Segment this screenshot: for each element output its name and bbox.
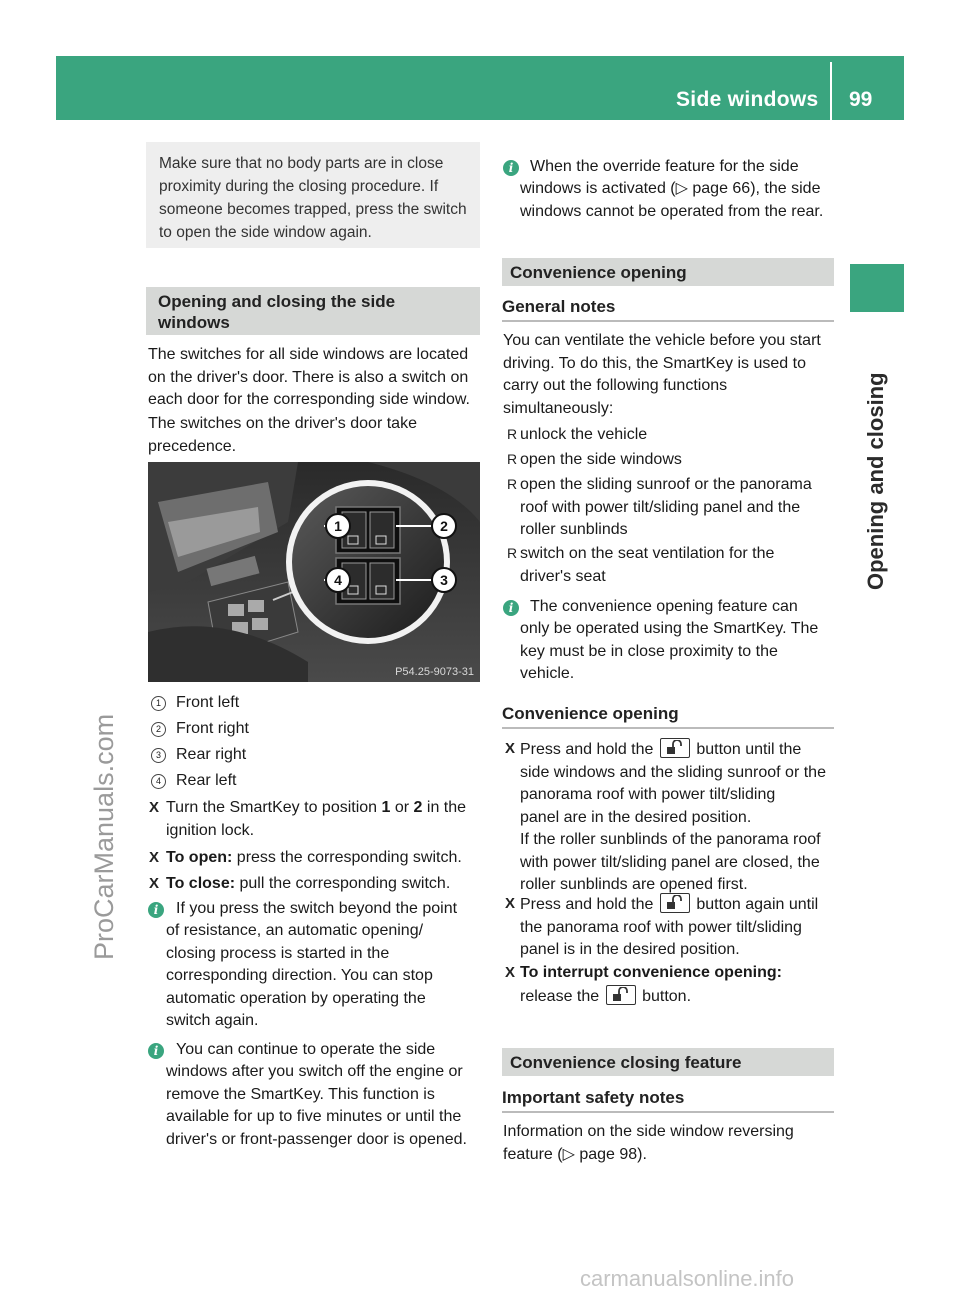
general-notes-paragraph: [503, 330, 821, 420]
text-line: [520, 985, 782, 1009]
text-line: roof with power tilt/sliding panel and the: [520, 498, 801, 516]
legend-front-left: Front left: [176, 694, 240, 711]
text-line: If you press the switch beyond the point: [176, 900, 458, 917]
text-line: switch on the seat ventilation for the: [520, 545, 775, 562]
page-title: Side windows: [676, 88, 819, 111]
info-smartkey-cont: [520, 618, 818, 686]
watermark: ProCarManuals.com: [89, 713, 119, 960]
info-icon: i: [148, 1043, 164, 1059]
callout-4: 4: [334, 572, 342, 588]
text-line: panorama roof with power tilt/sliding: [520, 786, 776, 803]
text-line: windows after you switch off the engine or: [166, 1063, 463, 1080]
safety-notes-paragraph: [503, 1121, 794, 1166]
text-part: Turn the SmartKey to position: [166, 799, 382, 816]
text-line: the panorama roof with power tilt/sliding: [520, 918, 802, 936]
text-line: ignition lock.: [166, 821, 255, 839]
text-line: [520, 738, 826, 762]
text-line: panel is in the desired position.: [520, 941, 740, 958]
text-part: pull the corresponding switch.: [235, 875, 451, 892]
bullet-marker: R: [507, 451, 518, 467]
text-line: simultaneously:: [503, 399, 614, 417]
text-part: 1: [381, 799, 391, 816]
bullet-marker: R: [507, 476, 518, 492]
text-line: driver's seat: [520, 567, 606, 585]
unlock-icon: [660, 893, 690, 913]
text-line: only be operated using the SmartKey. The: [520, 620, 819, 637]
text-line: The switches on the driver's door take: [148, 415, 417, 432]
info-icon: i: [503, 600, 519, 616]
step-marker: X: [149, 849, 160, 866]
text-part: To close:: [166, 875, 236, 892]
text-line: driving. To do this, the SmartKey is used to: [503, 354, 806, 372]
warning-line: Make sure that no body parts are in close: [159, 155, 444, 172]
text-part: Press and hold the: [520, 741, 654, 758]
text-part: release the: [520, 987, 600, 1005]
text-line: switch again.: [166, 1012, 259, 1029]
callout-3: 3: [440, 572, 448, 588]
text-line: You can ventilate the vehicle before you start: [503, 332, 821, 349]
text-part: Press and hold the: [520, 896, 654, 913]
section-heading-convenience-closing: Convenience closing feature: [502, 1048, 834, 1076]
step-marker: X: [149, 799, 160, 816]
warning-box: [146, 142, 480, 248]
text-line: If the roller sunblinds of the panorama roof: [520, 831, 821, 848]
text-line: When the override feature for the side: [530, 158, 799, 175]
intro-paragraph: [148, 344, 470, 412]
legend-marker: 1: [151, 696, 166, 711]
unlock-icon: [660, 738, 690, 758]
section-heading-line: Opening and closing the side: [158, 292, 396, 311]
subheading-safety-notes: Important safety notes: [502, 1088, 834, 1113]
text-line: open the sliding sunroof or the panorama: [520, 476, 812, 493]
text-part: or: [390, 799, 414, 816]
header-divider: [830, 62, 832, 120]
legend-marker: 4: [151, 774, 166, 789]
text-part: 2: [413, 799, 423, 816]
text-line: precedence.: [148, 437, 237, 455]
legend-marker: 2: [151, 722, 166, 737]
page-number: 99: [849, 88, 873, 111]
info-automatic-operation-cont: [166, 920, 433, 1033]
text-line: windows cannot be operated from the rear.: [520, 202, 824, 220]
info-icon: i: [148, 902, 164, 918]
text-line: [166, 797, 466, 820]
section-heading-convenience-opening: Convenience opening: [502, 258, 834, 286]
callout-2: 2: [440, 518, 448, 534]
text-part: To open:: [166, 849, 233, 866]
subheading-general-notes: General notes: [502, 297, 834, 322]
bullet-item: [520, 474, 812, 542]
text-part: in the: [422, 799, 467, 816]
bullet-marker: R: [507, 426, 518, 442]
precedence-paragraph: [148, 413, 417, 458]
text-line: windows is activated (▷ page 66), the side: [520, 180, 821, 197]
footer-watermark: carmanualsonline.info: [580, 1266, 795, 1291]
subheading-convenience-opening: Convenience opening: [502, 704, 834, 729]
text-line: The convenience opening feature can: [530, 598, 798, 615]
warning-line: to open the side window again.: [159, 224, 372, 241]
step-marker: X: [149, 875, 160, 892]
text-line: driver's or front-passenger door is opened.: [166, 1130, 467, 1148]
text-line: roller sunblinds: [520, 521, 628, 538]
warning-line: someone becomes trapped, press the switch: [159, 201, 467, 218]
text-line: closing process is started in the: [166, 944, 390, 962]
text-line: feature (▷ page 98).: [503, 1145, 647, 1163]
section-heading-opening-closing: [146, 287, 480, 335]
text-line: corresponding direction. You can stop: [166, 967, 433, 984]
text-line: Information on the side window reversing: [503, 1123, 794, 1140]
legend-rear-right: Rear right: [176, 746, 247, 763]
legend-front-right: Front right: [176, 720, 249, 737]
text-part: button until the: [696, 741, 802, 758]
section-heading-line: windows: [158, 313, 230, 332]
text-part: button.: [642, 987, 692, 1005]
instruction-open: [166, 847, 462, 870]
text-line: [520, 893, 818, 917]
text-line: carry out the following functions: [503, 377, 728, 394]
step-marker: X: [505, 740, 516, 757]
text-part: To interrupt convenience opening:: [520, 964, 782, 981]
info-automatic-operation: [176, 898, 457, 921]
step-marker: X: [505, 964, 516, 981]
text-line: of resistance, an automatic opening/: [166, 922, 424, 939]
legend-marker: 3: [151, 748, 166, 763]
text-line: side windows and the sliding sunroof or the: [520, 763, 826, 781]
legend-rear-left: Rear left: [176, 772, 237, 789]
bullet-item: [520, 543, 774, 588]
text-line: You can continue to operate the side: [176, 1041, 436, 1058]
text-line: panel are in the desired position.: [520, 808, 752, 826]
text-line: remove the SmartKey. This function is: [166, 1085, 435, 1103]
text-line: each door for the corresponding side window.: [148, 391, 470, 408]
step-press-hold: [520, 738, 826, 897]
info-continue-operate: [176, 1039, 435, 1062]
bullet-item: open the side windows: [520, 451, 682, 468]
chapter-tab-marker: [850, 264, 904, 312]
door-switch-illustration: [148, 462, 480, 682]
text-part: press the corresponding switch.: [232, 849, 462, 866]
step-interrupt: [520, 962, 782, 1008]
text-part: button again until: [696, 896, 819, 913]
text-line: automatic operation by operating the: [166, 989, 426, 1007]
info-override: [530, 156, 799, 179]
door-switch-photo: [148, 462, 480, 682]
text-line: available for up to five minutes or until the: [166, 1108, 462, 1125]
step-marker: X: [505, 895, 516, 912]
text-line: with power tilt/sliding panel are closed, the: [520, 853, 820, 871]
instruction-ignition: [166, 797, 466, 842]
text-line: The switches for all side windows are located: [148, 346, 469, 363]
info-smartkey: [530, 596, 798, 619]
warning-line: proximity during the closing procedure. If: [159, 178, 439, 195]
step-press-hold-again: [520, 893, 818, 962]
info-override-cont: [520, 178, 823, 223]
instruction-close: [166, 873, 450, 896]
text-line: vehicle.: [520, 665, 575, 682]
chapter-label: Opening and closing: [863, 372, 888, 590]
text-line: on the driver's door. There is also a switch on: [148, 368, 469, 386]
text-line: [520, 962, 782, 985]
photo-code: P54.25-9073-31: [395, 666, 474, 678]
text-line: roller sunblinds are opened first.: [520, 876, 748, 893]
bullet-marker: R: [507, 545, 518, 561]
callout-1: 1: [334, 518, 342, 534]
info-icon: i: [503, 160, 519, 176]
unlock-icon: [606, 985, 636, 1005]
text-line: key must be in close proximity to the: [520, 642, 778, 660]
bullet-item: unlock the vehicle: [520, 426, 648, 443]
info-continue-operate-cont: [166, 1061, 467, 1151]
